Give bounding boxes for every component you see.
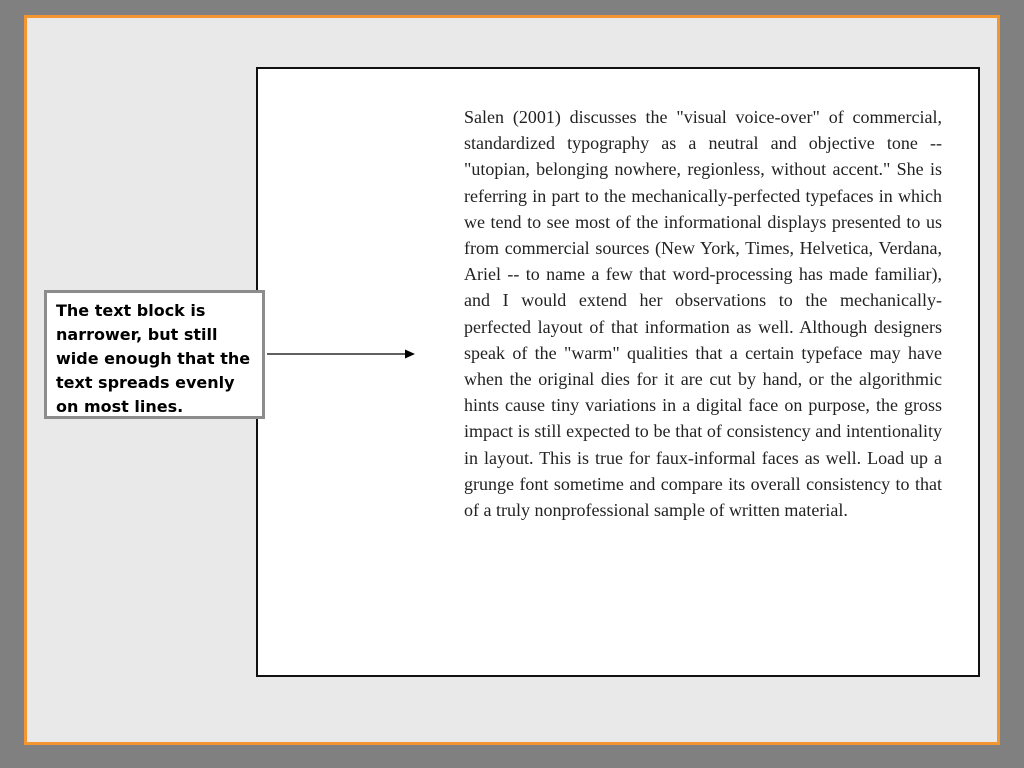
callout-box [44, 290, 265, 419]
document-body-text: Salen (2001) discusses the "visual voice-over" of commercial, standardized typography as a neutral and objective tone -- "utopian, belonging nowhere, regionless, without accent." She is referring in part to the mechanically-perfected typefaces in which we tend to see most of the informational displays presented to us from commercial sources (New York, Times, Helvetica, Verdana, Ariel -- to name a few that word-processing has made familiar), and I would extend her observations to the mechanically-perfected layout of that information as well. Although designers speak of the "warm" qualities that a certain typeface may have when the original dies for it are cut by hand, or the algorithmic hints cause tiny variations in a digital face on purpose, the gross impact is still expected to be that of consistency and intentionality in layout. This is true for faux-informal faces as well. Load up a grunge font sometime and compare its overall consistency to that of a truly nonprofessional sample of written material. [464, 107, 942, 521]
document-page [256, 67, 980, 677]
slide [24, 15, 1000, 745]
callout-arrow [267, 344, 417, 364]
arrow-head [405, 350, 415, 359]
callout-text: The text block is narrower, but still wide enough that the text spreads evenly on most lines. [56, 301, 251, 416]
